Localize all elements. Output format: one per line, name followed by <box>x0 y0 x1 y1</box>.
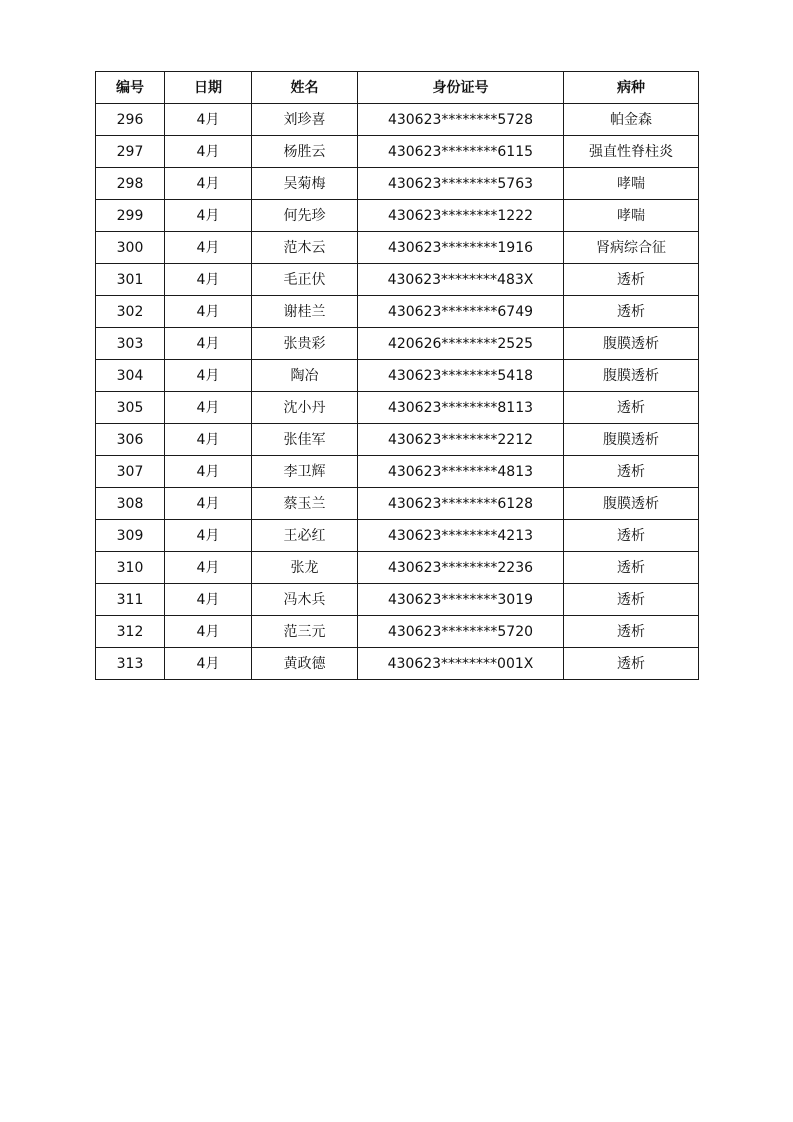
cell-id-number: 430623********2236 <box>358 552 564 584</box>
cell-name: 张佳军 <box>252 424 358 456</box>
table-row <box>96 264 699 296</box>
cell-number: 298 <box>96 168 165 200</box>
table-row <box>96 232 699 264</box>
cell-id-number: 430623********1916 <box>358 232 564 264</box>
cell-number: 301 <box>96 264 165 296</box>
cell-id-number: 430623********4213 <box>358 520 564 552</box>
cell-name: 王必红 <box>252 520 358 552</box>
cell-date: 4月 <box>165 616 252 648</box>
cell-number: 296 <box>96 104 165 136</box>
cell-name: 毛正伏 <box>252 264 358 296</box>
cell-disease: 透析 <box>564 520 699 552</box>
cell-disease: 透析 <box>564 616 699 648</box>
cell-name: 范木云 <box>252 232 358 264</box>
cell-disease: 腹膜透析 <box>564 360 699 392</box>
cell-name: 谢桂兰 <box>252 296 358 328</box>
cell-number: 303 <box>96 328 165 360</box>
cell-id-number: 430623********5418 <box>358 360 564 392</box>
cell-disease: 腹膜透析 <box>564 488 699 520</box>
cell-date: 4月 <box>165 584 252 616</box>
cell-id-number: 420626********2525 <box>358 328 564 360</box>
cell-disease: 强直性脊柱炎 <box>564 136 699 168</box>
table-row <box>96 328 699 360</box>
cell-date: 4月 <box>165 488 252 520</box>
cell-number: 312 <box>96 616 165 648</box>
cell-disease: 哮喘 <box>564 168 699 200</box>
cell-number: 305 <box>96 392 165 424</box>
cell-number: 306 <box>96 424 165 456</box>
table-row <box>96 488 699 520</box>
table-row <box>96 616 699 648</box>
cell-number: 311 <box>96 584 165 616</box>
cell-id-number: 430623********483X <box>358 264 564 296</box>
cell-name: 吴菊梅 <box>252 168 358 200</box>
cell-id-number: 430623********6115 <box>358 136 564 168</box>
cell-id-number: 430623********5720 <box>358 616 564 648</box>
cell-number: 310 <box>96 552 165 584</box>
cell-name: 杨胜云 <box>252 136 358 168</box>
header-name: 姓名 <box>252 72 358 104</box>
table-row <box>96 392 699 424</box>
cell-disease: 透析 <box>564 552 699 584</box>
cell-disease: 透析 <box>564 456 699 488</box>
cell-number: 304 <box>96 360 165 392</box>
cell-date: 4月 <box>165 424 252 456</box>
header-id-number: 身份证号 <box>358 72 564 104</box>
cell-number: 299 <box>96 200 165 232</box>
cell-id-number: 430623********1222 <box>358 200 564 232</box>
cell-number: 297 <box>96 136 165 168</box>
cell-id-number: 430623********6749 <box>358 296 564 328</box>
cell-number: 307 <box>96 456 165 488</box>
cell-date: 4月 <box>165 456 252 488</box>
cell-name: 张龙 <box>252 552 358 584</box>
cell-name: 刘珍喜 <box>252 104 358 136</box>
cell-disease: 透析 <box>564 264 699 296</box>
cell-name: 李卫辉 <box>252 456 358 488</box>
table-row <box>96 520 699 552</box>
table-header-row <box>96 72 699 104</box>
table-row <box>96 104 699 136</box>
cell-id-number: 430623********001X <box>358 648 564 680</box>
cell-disease: 透析 <box>564 296 699 328</box>
cell-id-number: 430623********5728 <box>358 104 564 136</box>
cell-date: 4月 <box>165 392 252 424</box>
header-disease: 病种 <box>564 72 699 104</box>
cell-disease: 腹膜透析 <box>564 424 699 456</box>
cell-disease: 透析 <box>564 584 699 616</box>
cell-number: 309 <box>96 520 165 552</box>
cell-disease: 透析 <box>564 392 699 424</box>
cell-date: 4月 <box>165 648 252 680</box>
table-row <box>96 360 699 392</box>
header-date: 日期 <box>165 72 252 104</box>
cell-date: 4月 <box>165 104 252 136</box>
cell-id-number: 430623********4813 <box>358 456 564 488</box>
cell-number: 302 <box>96 296 165 328</box>
table-row <box>96 168 699 200</box>
document-page <box>95 71 699 680</box>
table-row <box>96 648 699 680</box>
cell-name: 何先珍 <box>252 200 358 232</box>
cell-name: 冯木兵 <box>252 584 358 616</box>
cell-name: 张贵彩 <box>252 328 358 360</box>
cell-disease: 腹膜透析 <box>564 328 699 360</box>
cell-name: 蔡玉兰 <box>252 488 358 520</box>
cell-date: 4月 <box>165 232 252 264</box>
cell-id-number: 430623********2212 <box>358 424 564 456</box>
cell-name: 陶冶 <box>252 360 358 392</box>
cell-id-number: 430623********6128 <box>358 488 564 520</box>
cell-date: 4月 <box>165 520 252 552</box>
cell-disease: 哮喘 <box>564 200 699 232</box>
table-row <box>96 136 699 168</box>
cell-name: 范三元 <box>252 616 358 648</box>
table-body <box>96 104 699 680</box>
cell-disease: 透析 <box>564 648 699 680</box>
cell-date: 4月 <box>165 136 252 168</box>
table-row <box>96 552 699 584</box>
table-row <box>96 584 699 616</box>
header-number: 编号 <box>96 72 165 104</box>
cell-number: 308 <box>96 488 165 520</box>
table-row <box>96 296 699 328</box>
cell-date: 4月 <box>165 200 252 232</box>
cell-date: 4月 <box>165 168 252 200</box>
cell-name: 黄政德 <box>252 648 358 680</box>
table-row <box>96 424 699 456</box>
cell-date: 4月 <box>165 360 252 392</box>
cell-disease: 肾病综合征 <box>564 232 699 264</box>
cell-date: 4月 <box>165 552 252 584</box>
cell-date: 4月 <box>165 296 252 328</box>
table-row <box>96 456 699 488</box>
cell-name: 沈小丹 <box>252 392 358 424</box>
cell-number: 313 <box>96 648 165 680</box>
cell-id-number: 430623********3019 <box>358 584 564 616</box>
cell-id-number: 430623********5763 <box>358 168 564 200</box>
table-row <box>96 200 699 232</box>
cell-date: 4月 <box>165 328 252 360</box>
cell-disease: 帕金森 <box>564 104 699 136</box>
patient-records-table <box>95 71 699 680</box>
cell-date: 4月 <box>165 264 252 296</box>
cell-id-number: 430623********8113 <box>358 392 564 424</box>
cell-number: 300 <box>96 232 165 264</box>
